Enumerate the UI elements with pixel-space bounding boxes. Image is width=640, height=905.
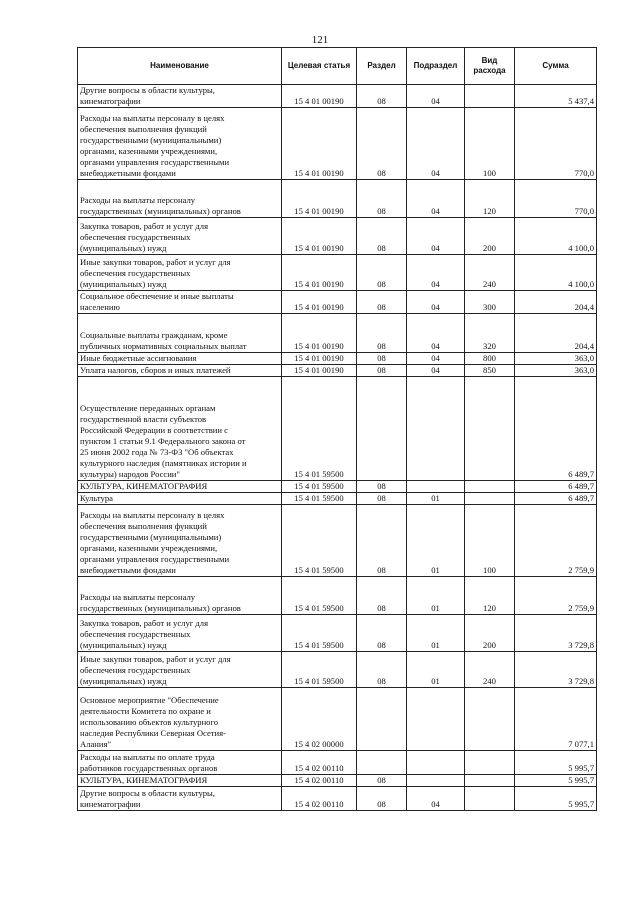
table-row (78, 652, 597, 688)
table-row (78, 353, 597, 365)
row-subsection: 01 (407, 615, 465, 652)
row-section: 08 (357, 108, 407, 180)
row-sum: 6 489,7 (515, 481, 597, 493)
row-type: 100 (465, 108, 515, 180)
table-row (78, 688, 597, 751)
row-subsection: 04 (407, 353, 465, 365)
row-type (465, 85, 515, 108)
row-section: 08 (357, 787, 407, 811)
row-name: Закупка товаров, работ и услуг для обеспечения государственных (муниципальных) нужд (78, 615, 282, 652)
table-row (78, 85, 597, 108)
row-target: 15 4 02 00000 (282, 688, 357, 751)
table-row (78, 615, 597, 652)
row-type (465, 481, 515, 493)
row-section: 08 (357, 493, 407, 505)
budget-table (77, 47, 597, 811)
table-row (78, 291, 597, 314)
row-subsection (407, 751, 465, 775)
row-target: 15 4 02 00110 (282, 787, 357, 811)
row-subsection: 01 (407, 493, 465, 505)
row-sum: 3 729,8 (515, 652, 597, 688)
row-name: Социальные выплаты гражданам, кроме публичных нормативных социальных выплат (78, 314, 282, 353)
table-row (78, 577, 597, 615)
row-section: 08 (357, 180, 407, 218)
table-row (78, 365, 597, 377)
row-subsection: 01 (407, 505, 465, 577)
row-subsection (407, 688, 465, 751)
row-subsection: 04 (407, 85, 465, 108)
row-type: 800 (465, 353, 515, 365)
row-name: Культура (78, 493, 282, 505)
row-type: 200 (465, 218, 515, 255)
row-name: Уплата налогов, сборов и иных платежей (78, 365, 282, 377)
header-name: Наименование (78, 48, 282, 85)
header-section: Раздел (357, 48, 407, 85)
row-type: 120 (465, 180, 515, 218)
row-type: 200 (465, 615, 515, 652)
row-section (357, 688, 407, 751)
row-target: 15 4 01 59500 (282, 577, 357, 615)
row-target: 15 4 01 00190 (282, 291, 357, 314)
row-sum: 204,4 (515, 291, 597, 314)
row-sum: 5 995,7 (515, 775, 597, 787)
row-section (357, 751, 407, 775)
row-section: 08 (357, 255, 407, 291)
row-target: 15 4 01 00190 (282, 365, 357, 377)
row-name: Социальное обеспечение и иные выплаты населению (78, 291, 282, 314)
table-row (78, 377, 597, 481)
row-target: 15 4 02 00110 (282, 775, 357, 787)
row-type: 320 (465, 314, 515, 353)
row-sum: 6 489,7 (515, 493, 597, 505)
table-row (78, 180, 597, 218)
row-subsection: 04 (407, 314, 465, 353)
table-row (78, 108, 597, 180)
row-target: 15 4 02 00110 (282, 751, 357, 775)
row-subsection: 04 (407, 291, 465, 314)
row-name: Другие вопросы в области культуры, кинематографии (78, 85, 282, 108)
row-section: 08 (357, 218, 407, 255)
row-sum: 3 729,8 (515, 615, 597, 652)
row-type (465, 787, 515, 811)
row-target: 15 4 01 59500 (282, 377, 357, 481)
row-sum: 5 995,7 (515, 751, 597, 775)
table-row (78, 314, 597, 353)
row-name: КУЛЬТУРА, КИНЕМАТОГРАФИЯ (78, 481, 282, 493)
row-type: 850 (465, 365, 515, 377)
row-target: 15 4 01 59500 (282, 505, 357, 577)
table-row (78, 481, 597, 493)
row-target: 15 4 01 00190 (282, 108, 357, 180)
row-sum: 5 437,4 (515, 85, 597, 108)
row-subsection: 01 (407, 577, 465, 615)
page-number: 121 (311, 34, 329, 46)
row-sum: 6 489,7 (515, 377, 597, 481)
row-sum: 363,0 (515, 365, 597, 377)
row-type: 120 (465, 577, 515, 615)
row-type: 100 (465, 505, 515, 577)
row-name: Осуществление переданных органам государственной власти субъектов Российской Федерации в соответствии с пунктом 1 статьи 9.1 Федерального закона от 25 июня 2002 года № 73-ФЗ "Об объектах культурного наследия (памятниках истории и культуры) народов России" (78, 377, 282, 481)
row-target: 15 4 01 00190 (282, 353, 357, 365)
row-section: 08 (357, 505, 407, 577)
row-sum: 7 077,1 (515, 688, 597, 751)
header-type: Вид расхода (465, 48, 515, 85)
row-target: 15 4 01 59500 (282, 652, 357, 688)
table-row (78, 255, 597, 291)
row-target: 15 4 01 59500 (282, 615, 357, 652)
row-target: 15 4 01 00190 (282, 218, 357, 255)
table-row (78, 218, 597, 255)
row-type: 240 (465, 652, 515, 688)
row-name: Иные бюджетные ассигнования (78, 353, 282, 365)
row-section: 08 (357, 652, 407, 688)
row-target: 15 4 01 00190 (282, 314, 357, 353)
row-target: 15 4 01 59500 (282, 481, 357, 493)
row-subsection: 04 (407, 255, 465, 291)
row-sum: 204,4 (515, 314, 597, 353)
row-name: Иные закупки товаров, работ и услуг для обеспечения государственных (муниципальных) нужд (78, 255, 282, 291)
row-section: 08 (357, 577, 407, 615)
row-subsection: 04 (407, 108, 465, 180)
table-row (78, 751, 597, 775)
row-section: 08 (357, 314, 407, 353)
row-type (465, 493, 515, 505)
row-type (465, 751, 515, 775)
row-subsection: 04 (407, 365, 465, 377)
row-section: 08 (357, 291, 407, 314)
row-name: Расходы на выплаты по оплате труда работников государственных органов (78, 751, 282, 775)
row-subsection: 04 (407, 180, 465, 218)
header-sum: Сумма (515, 48, 597, 85)
row-name: Закупка товаров, работ и услуг для обеспечения государственных (муниципальных) нужд (78, 218, 282, 255)
row-sum: 770,0 (515, 180, 597, 218)
row-section: 08 (357, 481, 407, 493)
table-row (78, 493, 597, 505)
header-subsection: Подраздел (407, 48, 465, 85)
row-name: Расходы на выплаты персоналу в целях обеспечения выполнения функций государственными (муниципальными) органами, казенными учреждениями, органами управления государственными внебюджетными фондами (78, 108, 282, 180)
header-target: Целевая статья (282, 48, 357, 85)
row-name: Иные закупки товаров, работ и услуг для обеспечения государственных (муниципальных) нужд (78, 652, 282, 688)
row-section: 08 (357, 85, 407, 108)
row-sum: 5 995,7 (515, 787, 597, 811)
row-type (465, 688, 515, 751)
row-target: 15 4 01 59500 (282, 493, 357, 505)
table-row (78, 505, 597, 577)
row-sum: 4 100,0 (515, 218, 597, 255)
row-section: 08 (357, 353, 407, 365)
row-subsection: 04 (407, 787, 465, 811)
row-subsection: 01 (407, 652, 465, 688)
row-name: Расходы на выплаты персоналу в целях обеспечения выполнения функций государственными (муниципальными) органами, казенными учреждениями, органами управления государственными внебюджетными фондами (78, 505, 282, 577)
row-section: 08 (357, 775, 407, 787)
row-subsection (407, 775, 465, 787)
row-sum: 2 759,9 (515, 505, 597, 577)
row-target: 15 4 01 00190 (282, 255, 357, 291)
row-name: Расходы на выплаты персоналу государственных (муниципальных) органов (78, 180, 282, 218)
row-sum: 4 100,0 (515, 255, 597, 291)
row-target: 15 4 01 00190 (282, 180, 357, 218)
row-section: 08 (357, 615, 407, 652)
table-header-row (78, 48, 597, 85)
table-row (78, 775, 597, 787)
row-type (465, 377, 515, 481)
row-name: Основное мероприятие "Обеспечение деятельности Комитета по охране и использованию объектов культурного наследия Республики Северная Осетия- Алания" (78, 688, 282, 751)
row-subsection: 04 (407, 218, 465, 255)
row-subsection (407, 481, 465, 493)
table-row (78, 787, 597, 811)
row-type: 300 (465, 291, 515, 314)
row-sum: 2 759,9 (515, 577, 597, 615)
row-subsection (407, 377, 465, 481)
row-section: 08 (357, 365, 407, 377)
row-target: 15 4 01 00190 (282, 85, 357, 108)
row-sum: 363,0 (515, 353, 597, 365)
row-name: Другие вопросы в области культуры, кинематографии (78, 787, 282, 811)
row-type (465, 775, 515, 787)
row-name: КУЛЬТУРА, КИНЕМАТОГРАФИЯ (78, 775, 282, 787)
row-sum: 770,0 (515, 108, 597, 180)
row-type: 240 (465, 255, 515, 291)
row-section (357, 377, 407, 481)
row-name: Расходы на выплаты персоналу государственных (муниципальных) органов (78, 577, 282, 615)
